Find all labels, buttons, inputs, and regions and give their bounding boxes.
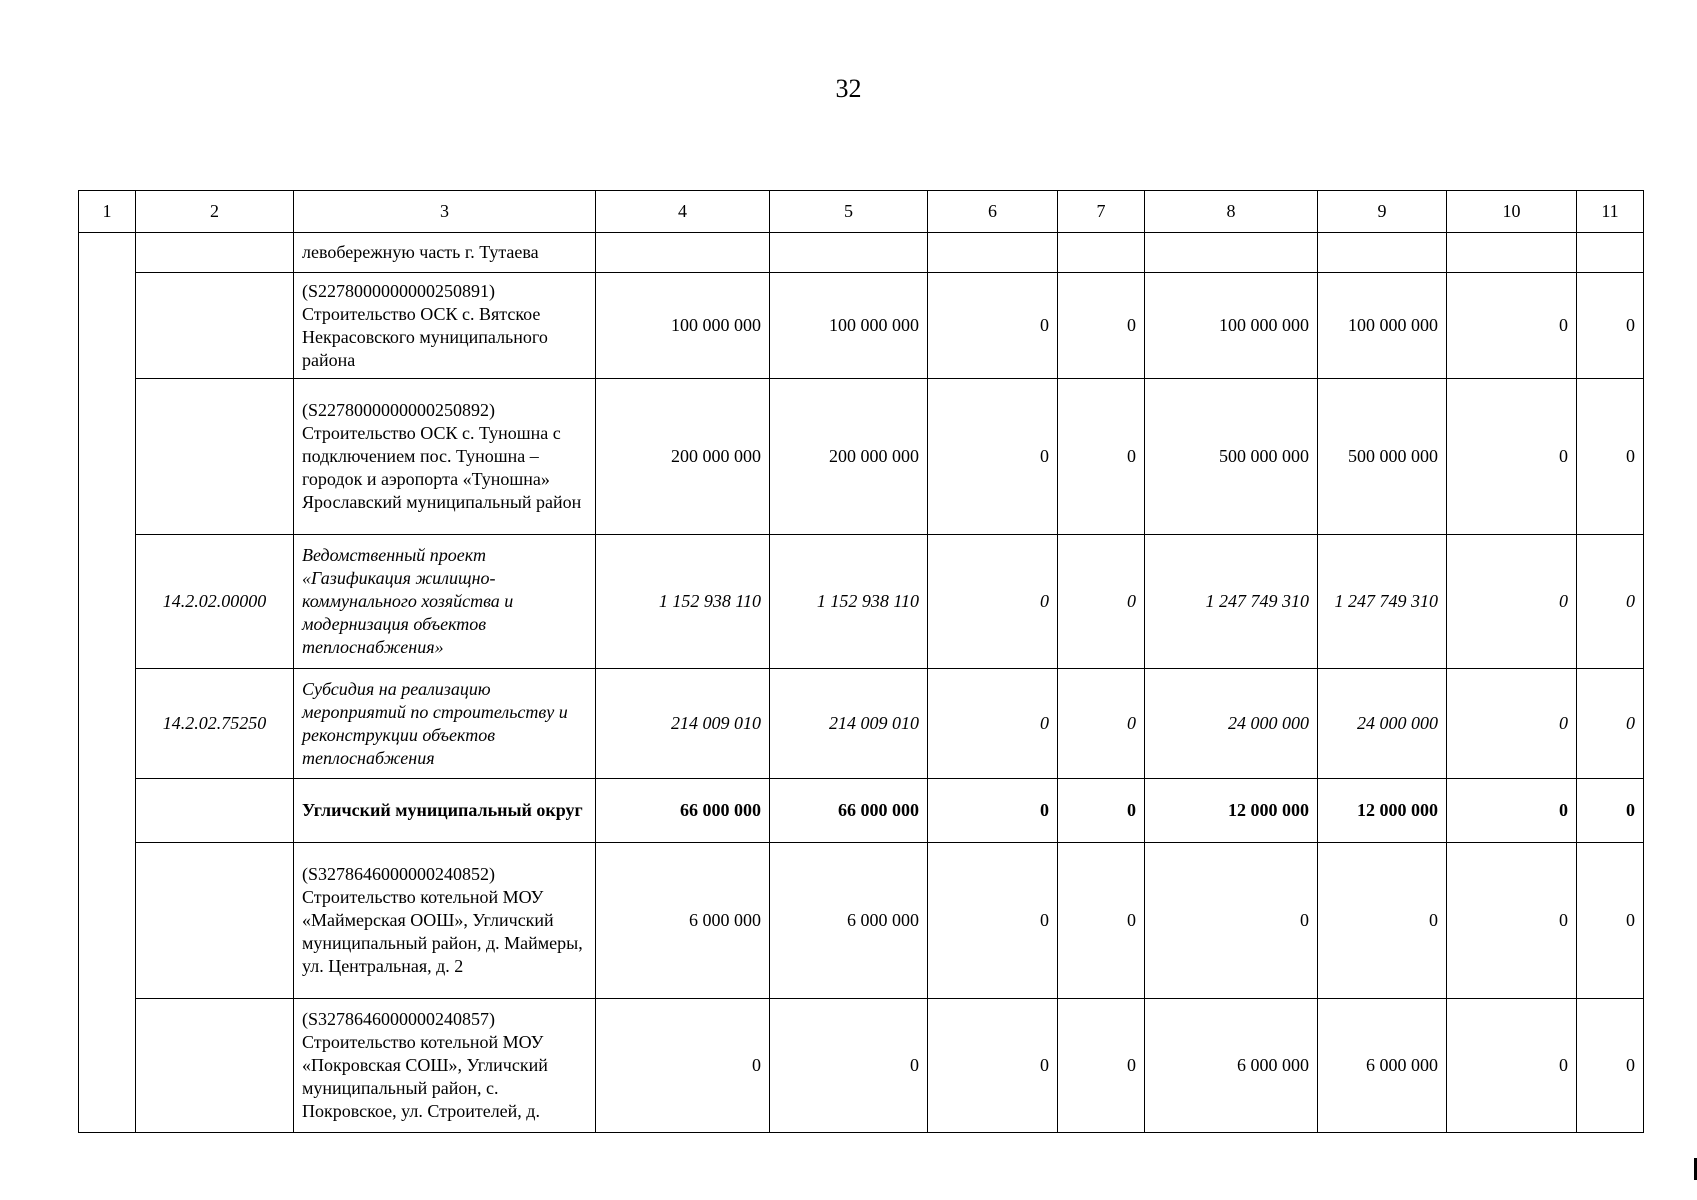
cell-col-11: 0	[1577, 535, 1644, 669]
budget-table	[78, 190, 1644, 1133]
cell-col-11	[1577, 233, 1644, 273]
cell-col-11: 0	[1577, 779, 1644, 843]
cell-col-10: 0	[1447, 999, 1577, 1133]
cell-col-4: 100 000 000	[596, 273, 770, 379]
row-code	[136, 999, 294, 1133]
table-row	[79, 379, 1644, 535]
cell-col-7: 0	[1058, 999, 1145, 1133]
cell-col-11: 0	[1577, 379, 1644, 535]
cell-col-11: 0	[1577, 669, 1644, 779]
row-code: 14.2.02.00000	[136, 535, 294, 669]
row-code	[136, 779, 294, 843]
table-row	[79, 233, 1644, 273]
column-header-9: 9	[1318, 191, 1447, 233]
cell-col-8	[1145, 233, 1318, 273]
column-1-merged-cell	[79, 233, 136, 1133]
cell-col-9: 24 000 000	[1318, 669, 1447, 779]
cell-col-9: 500 000 000	[1318, 379, 1447, 535]
cell-col-4	[596, 233, 770, 273]
cell-col-4: 214 009 010	[596, 669, 770, 779]
cell-col-6: 0	[928, 669, 1058, 779]
row-code	[136, 273, 294, 379]
column-header-7: 7	[1058, 191, 1145, 233]
column-header-6: 6	[928, 191, 1058, 233]
cell-col-8: 1 247 749 310	[1145, 535, 1318, 669]
cell-col-4: 1 152 938 110	[596, 535, 770, 669]
cell-col-6	[928, 233, 1058, 273]
column-header-11: 11	[1577, 191, 1644, 233]
row-name: Угличский муниципальный округ	[294, 779, 596, 843]
cell-col-9: 100 000 000	[1318, 273, 1447, 379]
table-row	[79, 273, 1644, 379]
cell-col-7: 0	[1058, 669, 1145, 779]
cell-col-6: 0	[928, 843, 1058, 999]
cell-col-7: 0	[1058, 779, 1145, 843]
cell-col-10: 0	[1447, 535, 1577, 669]
cell-col-8: 500 000 000	[1145, 379, 1318, 535]
cell-col-7: 0	[1058, 379, 1145, 535]
cell-col-4: 0	[596, 999, 770, 1133]
cell-col-5: 66 000 000	[770, 779, 928, 843]
column-header-1: 1	[79, 191, 136, 233]
cell-col-10: 0	[1447, 843, 1577, 999]
cell-col-10: 0	[1447, 779, 1577, 843]
column-header-3: 3	[294, 191, 596, 233]
cell-col-5: 100 000 000	[770, 273, 928, 379]
cell-col-6: 0	[928, 535, 1058, 669]
cell-col-7: 0	[1058, 535, 1145, 669]
cell-col-10: 0	[1447, 669, 1577, 779]
cell-col-6: 0	[928, 379, 1058, 535]
cell-col-10: 0	[1447, 379, 1577, 535]
table-row	[79, 669, 1644, 779]
cell-col-10: 0	[1447, 273, 1577, 379]
cell-col-4: 6 000 000	[596, 843, 770, 999]
row-name: (S2278000000000250891) Строительство ОСК с. Вятское Некрасовского муниципального района	[294, 273, 596, 379]
cell-col-9: 1 247 749 310	[1318, 535, 1447, 669]
row-code: 14.2.02.75250	[136, 669, 294, 779]
cell-col-9	[1318, 233, 1447, 273]
cell-col-11: 0	[1577, 999, 1644, 1133]
row-name: (S2278000000000250892) Строительство ОСК с. Туношна с подключением пос. Туношна – городок и аэропорта «Туношна» Ярославский муниципальный район	[294, 379, 596, 535]
row-name: левобережную часть г. Тутаева	[294, 233, 596, 273]
header-row	[79, 191, 1644, 233]
cell-col-6: 0	[928, 999, 1058, 1133]
cell-col-8: 6 000 000	[1145, 999, 1318, 1133]
cell-col-5: 1 152 938 110	[770, 535, 928, 669]
cell-col-5: 200 000 000	[770, 379, 928, 535]
cell-col-9: 6 000 000	[1318, 999, 1447, 1133]
cell-col-9: 0	[1318, 843, 1447, 999]
cell-col-5: 6 000 000	[770, 843, 928, 999]
column-header-10: 10	[1447, 191, 1577, 233]
cell-col-8: 24 000 000	[1145, 669, 1318, 779]
cell-col-7: 0	[1058, 843, 1145, 999]
cell-col-11: 0	[1577, 273, 1644, 379]
table-row	[79, 843, 1644, 999]
table-body	[79, 233, 1644, 1133]
cell-col-5	[770, 233, 928, 273]
page-number: 32	[835, 74, 862, 103]
row-code	[136, 379, 294, 535]
cell-col-4: 66 000 000	[596, 779, 770, 843]
table-row	[79, 535, 1644, 669]
row-name: (S3278646000000240857) Строительство котельной МОУ «Покровская СОШ», Угличский муниципальный район, с. Покровское, ул. Строителей, д.	[294, 999, 596, 1133]
cell-col-4: 200 000 000	[596, 379, 770, 535]
cell-col-6: 0	[928, 273, 1058, 379]
table-row	[79, 999, 1644, 1133]
row-name: Субсидия на реализацию мероприятий по строительству и реконструкции объектов теплоснабжения	[294, 669, 596, 779]
table-header	[79, 191, 1644, 233]
row-name: Ведомственный проект «Газификация жилищно-коммунального хозяйства и модернизация объектов теплоснабжения»	[294, 535, 596, 669]
cell-col-8: 0	[1145, 843, 1318, 999]
table-row	[79, 779, 1644, 843]
cell-col-9: 12 000 000	[1318, 779, 1447, 843]
cell-col-5: 0	[770, 999, 928, 1133]
row-code	[136, 233, 294, 273]
cell-col-8: 12 000 000	[1145, 779, 1318, 843]
row-code	[136, 843, 294, 999]
cell-col-7	[1058, 233, 1145, 273]
row-name: (S3278646000000240852) Строительство котельной МОУ «Маймерская ООШ», Угличский муниципальный район, д. Маймеры, ул. Центральная, д. 2	[294, 843, 596, 999]
column-header-8: 8	[1145, 191, 1318, 233]
cell-col-8: 100 000 000	[1145, 273, 1318, 379]
column-header-4: 4	[596, 191, 770, 233]
cell-col-11: 0	[1577, 843, 1644, 999]
column-header-5: 5	[770, 191, 928, 233]
column-header-2: 2	[136, 191, 294, 233]
cell-col-10	[1447, 233, 1577, 273]
cell-col-6: 0	[928, 779, 1058, 843]
cell-col-5: 214 009 010	[770, 669, 928, 779]
cell-col-7: 0	[1058, 273, 1145, 379]
